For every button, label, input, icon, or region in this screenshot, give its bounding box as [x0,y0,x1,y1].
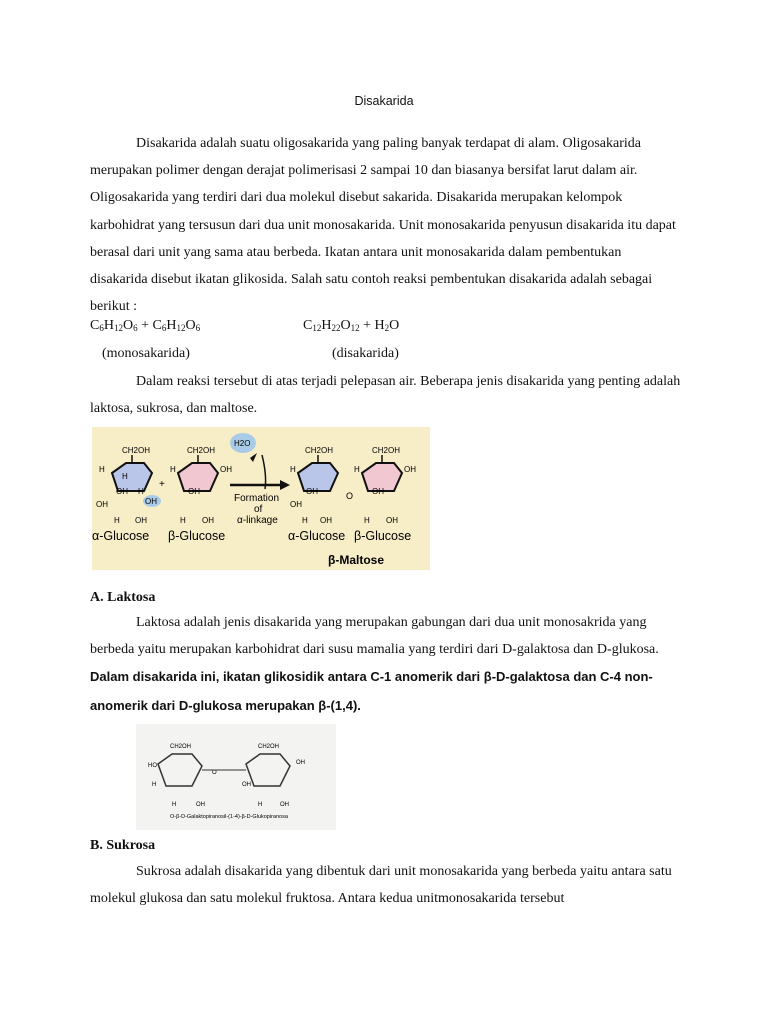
eq-text: H [166,318,177,333]
oh-group: OH [404,465,416,474]
equation-products [303,318,399,334]
laktosa-text: Laktosa adalah jenis disakarida yang merupakan gabungan dari dua unit monosakrida yang berbeda yaitu merupakan karbohidrat dari susu mamalia yang terdiri dari D-galaktosa dan D-glukosa. [90,615,659,658]
beta-glucose-label: β-Glucose [168,529,226,543]
eq-text: O [122,318,134,333]
eq-sub: 12 [350,323,360,333]
label-disakarida: (disakarida) [332,346,399,361]
eq-sub: 6 [195,323,201,333]
eq-text: O [185,318,196,333]
beta-maltose-label: β-Maltose [328,553,384,567]
ch2oh-label: CH2OH [305,446,334,455]
h-atom: H [152,782,157,788]
alpha-glucose-label: α-Glucose [92,529,150,543]
ho-group: HO [148,763,157,769]
laktosa-paragraph [90,609,682,720]
oh-group: OH [116,487,128,496]
eq-sub: 2 [384,323,390,333]
eq-sub: 6 [99,323,104,333]
h-atom: H [138,487,144,496]
h-atom: H [258,802,263,808]
ch2oh-label: CH2OH [372,446,401,455]
sukrosa-paragraph: Sukrosa adalah disakarida yang dibentuk dari unit monosakarida yang berbeda yaitu antara satu molekul glukosa dan satu molekul fruktosa. Antara kedua unitmonosakarida tersebut [90,864,672,907]
page-title: Disakarida [354,94,414,108]
h-atom: H [170,465,176,474]
oxygen-linkage: O [212,770,217,776]
lactose-caption: O-β-D-Galaktopiranosil-(1-4)-β-D-Glukopiranosa [170,814,288,820]
ch2oh-label: CH2OH [187,446,216,455]
eq-sub: 6 [161,323,167,333]
section-heading-laktosa: A. Laktosa [90,590,156,605]
oh-group: OH [372,487,384,496]
eq-sub: 12 [312,323,322,333]
h-atom: H [180,516,186,525]
oh-group: OH [386,516,398,525]
eq-text: H [321,318,332,333]
label-monosakarida: (monosakarida) [102,346,190,361]
oh-group: OH [296,760,305,766]
ch2oh-label: CH2OH [170,744,192,750]
h-atom: H [290,465,296,474]
laktosa-bold-text: Dalam disakarida ini, ikatan glikosidik antara C-1 anomerik dari β-D-galaktosa dan C-4 non-anomerik dari D-glukosa merupakan β-(1,4). [90,669,653,713]
eq-sub: 6 [133,323,138,333]
maltose-formation-figure [92,427,430,570]
oh-group: OH [290,500,302,509]
oh-group: OH [196,802,205,808]
eq-text: O [389,318,400,333]
h-atom: H [122,472,128,481]
water-label: H2O [234,439,251,448]
beta-glucose-label-2: β-Glucose [354,529,412,543]
intro-paragraph: Disakarida adalah suatu oligosakarida yang paling banyak terdapat di alam. Oligosakarida merupakan polimer dengan derajat polimerisasi 2 sampai 10 dan biasanya bersifat larut dalam air. Oligosakarida yang terdiri dari dua molekul disebut sakarida. Disakarida merupakan kelompok karbohidrat yang tersusun dari dua unit monosakarida. Unit monosakarida penyusun disakarida itu dapat berasal dari unit yang sama atau berbeda. Ikatan antara unit monosakarida dalam pembentukan disakarida disebut ikatan glikosida. Salah satu contoh reaksi pembentukan disakarida adalah sebagai berikut : [90,136,676,315]
h-atom: H [354,465,360,474]
oh-group: OH [306,487,318,496]
ch2oh-label: CH2OH [258,744,280,750]
eq-text: C [152,318,162,333]
oh-group: OH [145,497,157,506]
eq-text: O [340,318,351,333]
h-atom: H [172,802,177,808]
eq-text: H [103,318,114,333]
oh-group: OH [320,516,332,525]
formation-label: Formation [234,493,280,504]
lactose-structure-figure [136,724,336,830]
oh-group: OH [202,516,214,525]
ch2oh-label: CH2OH [122,446,151,455]
oh-group: OH [242,782,251,788]
eq-text: C [303,318,313,333]
reaction-paragraph: Dalam reaksi tersebut di atas terjadi pelepasan air. Beberapa jenis disakarida yang penting adalah laktosa, sukrosa, dan maltose. [90,374,681,417]
oh-group: OH [188,487,200,496]
eq-plus: + [137,318,153,333]
equation-reactants [90,318,200,334]
linkage-label: α-linkage [237,515,278,526]
oh-group: OH [135,516,147,525]
oh-group: OH [96,500,108,509]
oxygen-linkage: O [346,491,354,501]
eq-sub: 12 [176,323,186,333]
h-atom: H [114,516,120,525]
of-label: of [254,504,263,515]
oh-group: OH [220,465,232,474]
eq-text: C [90,318,100,333]
oh-group: OH [280,802,289,808]
section-heading-sukrosa: B. Sukrosa [90,838,156,853]
plus-sign: + [159,479,165,490]
h-atom: H [99,465,105,474]
alpha-glucose-label-2: α-Glucose [288,529,346,543]
eq-sub: 22 [331,323,341,333]
eq-text: + H [359,318,385,333]
h-atom: H [364,516,370,525]
h-atom: H [302,516,308,525]
eq-sub: 12 [113,323,123,333]
